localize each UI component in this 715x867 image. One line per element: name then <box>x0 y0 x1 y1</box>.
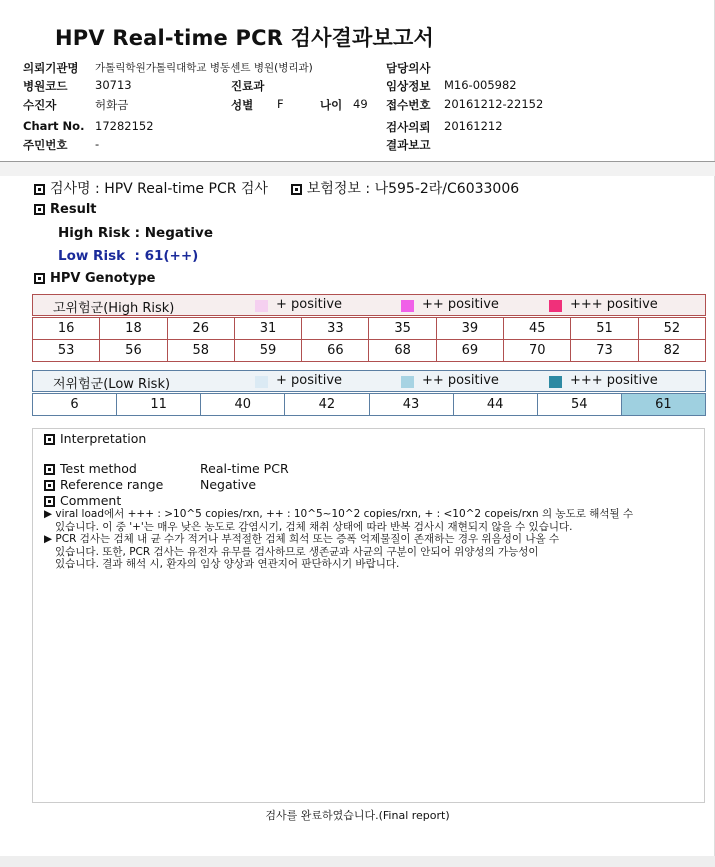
patient-name-value: 허화금 <box>95 98 129 112</box>
genotype-cell: 69 <box>436 340 503 362</box>
bottom-bar <box>0 856 715 867</box>
result-heading-text: Result <box>50 202 97 217</box>
exam-name: 검사명 : HPV Real-time PCR 검사 <box>50 181 268 197</box>
test-request-label: 검사의뢰 <box>386 120 431 134</box>
hospital-code-value: 30713 <box>95 78 132 92</box>
legend-triple-plus: +++ positive <box>570 297 658 312</box>
high-risk-result: High Risk : Negative <box>58 225 213 241</box>
genotype-cell: 11 <box>117 394 201 416</box>
genotype-cell: 26 <box>167 318 234 340</box>
genotype-cell: 70 <box>504 340 571 362</box>
checkbox-square-icon <box>44 480 55 491</box>
genotype-heading-text: HPV Genotype <box>50 271 156 286</box>
low-risk-result: Low Risk : 61(++) <box>58 248 199 264</box>
interpretation-heading <box>44 431 146 446</box>
table-row <box>33 340 706 362</box>
comment-line-5: 있습니다. 결과 해석 시, 환자의 임상 양상과 연관지어 판단하시기 바랍니다. <box>55 558 400 570</box>
genotype-cell: 40 <box>201 394 285 416</box>
clinical-info-label: 임상정보 <box>386 79 431 93</box>
sex-value: F <box>277 97 284 111</box>
receipt-no-value: 20161212-22152 <box>444 97 544 111</box>
genotype-cell: 33 <box>302 318 369 340</box>
legend-triple-plus: +++ positive <box>570 373 658 388</box>
high-risk-genotype-table <box>32 317 706 362</box>
checkbox-square-icon <box>44 434 55 445</box>
test-method-value: Real-time PCR <box>200 461 289 476</box>
legend-plus: + positive <box>276 373 343 388</box>
chart-no-value: 17282152 <box>95 119 154 133</box>
genotype-cell: 51 <box>571 318 638 340</box>
receipt-no-label: 접수번호 <box>386 98 431 112</box>
requesting-institution-label: 의뢰기관명 <box>23 61 79 75</box>
genotype-cell: 39 <box>436 318 503 340</box>
checkbox-square-icon <box>34 273 45 284</box>
genotype-cell: 18 <box>100 318 167 340</box>
result-report-label: 결과보고 <box>386 138 431 152</box>
sex-label: 성별 <box>231 98 254 112</box>
genotype-cell: 52 <box>638 318 705 340</box>
header-separator <box>0 162 715 176</box>
test-method-line <box>44 461 137 476</box>
department-label: 진료과 <box>231 79 265 93</box>
genotype-cell: 68 <box>369 340 436 362</box>
requesting-institution-value: 가톨릭학원가톨릭대학교 병동센트 병원(병리과) <box>95 62 313 74</box>
test-request-value: 20161212 <box>444 119 503 133</box>
genotype-cell: 82 <box>638 340 705 362</box>
low-risk-genotype-table <box>32 393 706 416</box>
genotype-cell: 16 <box>33 318 100 340</box>
attending-doctor-label: 담당의사 <box>386 61 431 75</box>
legend-double-plus: ++ positive <box>422 373 499 388</box>
low-risk-group-label: 저위험군(Low Risk) <box>53 377 171 392</box>
double-plus-swatch-icon <box>401 300 414 312</box>
reference-range-line <box>44 477 163 492</box>
age-label: 나이 <box>320 98 343 112</box>
triple-plus-swatch-icon <box>549 376 562 388</box>
result-heading <box>34 202 97 217</box>
genotype-cell: 56 <box>100 340 167 362</box>
comment-line-1: ▶ viral load에서 +++ : >10^5 copies/rxn, ++ : 10^5~10^2 copies/rxn, + : <10^2 copeis/rxn 의 농도로 해석될 수 <box>44 508 634 520</box>
table-row <box>33 394 706 416</box>
table-row <box>33 318 706 340</box>
low-risk-legend <box>32 370 706 392</box>
genotype-cell: 66 <box>302 340 369 362</box>
comment-line <box>44 493 121 508</box>
genotype-cell: 54 <box>537 394 621 416</box>
final-report-status: 검사를 완료하였습니다.(Final report) <box>265 809 450 822</box>
plus-swatch-icon <box>255 376 268 388</box>
patient-name-label: 수진자 <box>23 98 57 112</box>
legend-double-plus: ++ positive <box>422 297 499 312</box>
genotype-cell: 35 <box>369 318 436 340</box>
genotype-cell: 73 <box>571 340 638 362</box>
legend-plus: + positive <box>276 297 343 312</box>
high-risk-legend <box>32 294 706 316</box>
chart-no-label: Chart No. <box>23 119 85 133</box>
comment-line-4: 있습니다. 또한, PCR 검사는 유전자 유무를 검사하므로 생존균과 사균의 구분이 안되어 위양성의 가능성이 <box>55 545 539 558</box>
triple-plus-swatch-icon <box>549 300 562 312</box>
reference-range-label: Reference range <box>60 477 164 492</box>
high-risk-group-label: 고위험군(High Risk) <box>53 301 175 316</box>
clinical-info-value: M16-005982 <box>444 78 517 92</box>
report-title: HPV Real-time PCR 검사결과보고서 <box>55 26 434 50</box>
interpretation-heading-text: Interpretation <box>60 431 147 446</box>
genotype-cell: 45 <box>504 318 571 340</box>
test-method-label: Test method <box>60 461 137 476</box>
comment-text <box>44 508 704 571</box>
checkbox-square-icon <box>44 496 55 507</box>
double-plus-swatch-icon <box>401 376 414 388</box>
insurance-info: 보험정보 : 나595-2라/C6033006 <box>306 181 520 197</box>
checkbox-square-icon <box>34 204 45 215</box>
checkbox-square-icon <box>34 184 45 195</box>
plus-swatch-icon <box>255 300 268 312</box>
genotype-cell: 53 <box>33 340 100 362</box>
age-value: 49 <box>353 97 368 111</box>
comment-line-3: ▶ PCR 검사는 검체 내 균 수가 적거나 부적절한 검체 희석 또는 증폭 억제물질이 존재하는 경우 위음성이 나올 수 <box>44 533 560 545</box>
checkbox-square-icon <box>291 184 302 195</box>
exam-info-line <box>34 178 519 198</box>
genotype-cell: 43 <box>369 394 453 416</box>
hospital-code-label: 병원코드 <box>23 79 68 93</box>
genotype-cell-positive: 61 <box>621 394 705 416</box>
genotype-cell: 31 <box>234 318 301 340</box>
comment-label: Comment <box>60 493 122 508</box>
genotype-cell: 6 <box>33 394 117 416</box>
resident-no-value: - <box>95 137 100 151</box>
checkbox-square-icon <box>44 464 55 475</box>
genotype-heading <box>34 271 155 286</box>
reference-range-value: Negative <box>200 477 257 492</box>
genotype-cell: 42 <box>285 394 369 416</box>
resident-no-label: 주민번호 <box>23 138 68 152</box>
genotype-cell: 59 <box>234 340 301 362</box>
comment-line-2: 있습니다. 이 중 '+'는 매우 낮은 농도로 감염시기, 검체 채취 상태에 따라 반복 검사시 재현되지 않을 수 있습니다. <box>55 520 573 533</box>
genotype-cell: 58 <box>167 340 234 362</box>
genotype-cell: 44 <box>453 394 537 416</box>
